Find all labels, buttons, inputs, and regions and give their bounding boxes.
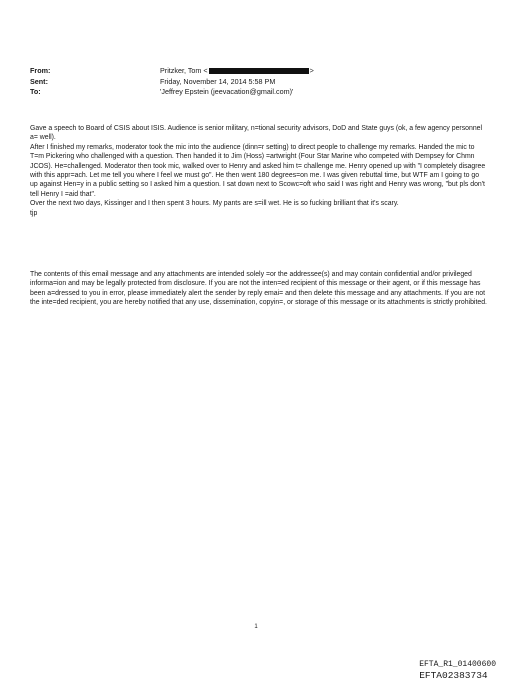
sent-value: Friday, November 14, 2014 5:58 PM — [160, 76, 276, 86]
email-header — [30, 66, 490, 98]
email-body — [30, 124, 488, 218]
redaction-bar — [209, 68, 309, 74]
from-label: From: — [30, 66, 51, 75]
sent-label: Sent: — [30, 76, 48, 86]
to-value: 'Jeffrey Epstein (jeevacation@gmail.com)' — [160, 87, 294, 96]
from-suffix: > — [309, 66, 314, 75]
to-label: To: — [30, 87, 41, 96]
from-row — [30, 66, 490, 77]
confidentiality-disclaimer — [30, 270, 488, 308]
body-paragraph: Over the next two days, Kissinger and I then spent 3 hours. My pants are s=ill wet. He is so fucking brilliant that it's scary. — [30, 200, 399, 208]
from-value — [160, 66, 490, 77]
disclaimer-text: The contents of this email message and any attachments are intended solely =or the addressee(s) and may contain confidential and/or privileged informa=ion and may be legally protected from disclosure. If you are not the inten=ed recipient of this message or their agent, or if this message has been a=dressed to you in error, please immediately alert the sender by reply emai= and then delete this message and any attachments. If you are not the inte=ded recipient, you are hereby notified that any use, dissemination, copyin=, or storage of this message or its attachments is strictly prohibited. — [30, 271, 487, 307]
signature: tjp — [30, 209, 38, 217]
bates-number-2: EFTA02383734 — [419, 670, 488, 681]
page-number: 1 — [254, 624, 258, 630]
bates-stamp — [419, 660, 496, 681]
from-name: Pritzker, Tom < — [160, 66, 208, 75]
body-paragraph: Gave a speech to Board of CSIS about ISIS. Audience is senior military, n=tional security advisors, DoD and State guys (ok, a few agency personnel a= well). — [30, 125, 483, 142]
bates-number-1: EFTA_R1_01400600 — [419, 660, 496, 669]
body-paragraph: After I finished my remarks, moderator took the mic into the audience (dinn=r setting) to direct people to challenge my remarks. Handed the mic to T=m Pickering who challenged with a question. Then handed it to Jim (Hoss) =artwright (Four Star Marine who competed with Dempsey for Chmn JCOS). He=challenged. Moderator then took mic, walked over to Henry and asked him t= challenge me. Henry opened up with "I completely disagree with this appr=ach. Let me tell you where I feel we must go". He then went 180 degrees=on me. I was given rebuttal time, but WTF am I going to go up against Hen=y in a public setting so I asked him a question. I sat down next to Scowc=oft who said I was right and Henry was wrong, "but pls don't tell Henry I =aid that". — [30, 143, 486, 198]
sent-row — [30, 77, 490, 88]
to-row — [30, 87, 490, 98]
